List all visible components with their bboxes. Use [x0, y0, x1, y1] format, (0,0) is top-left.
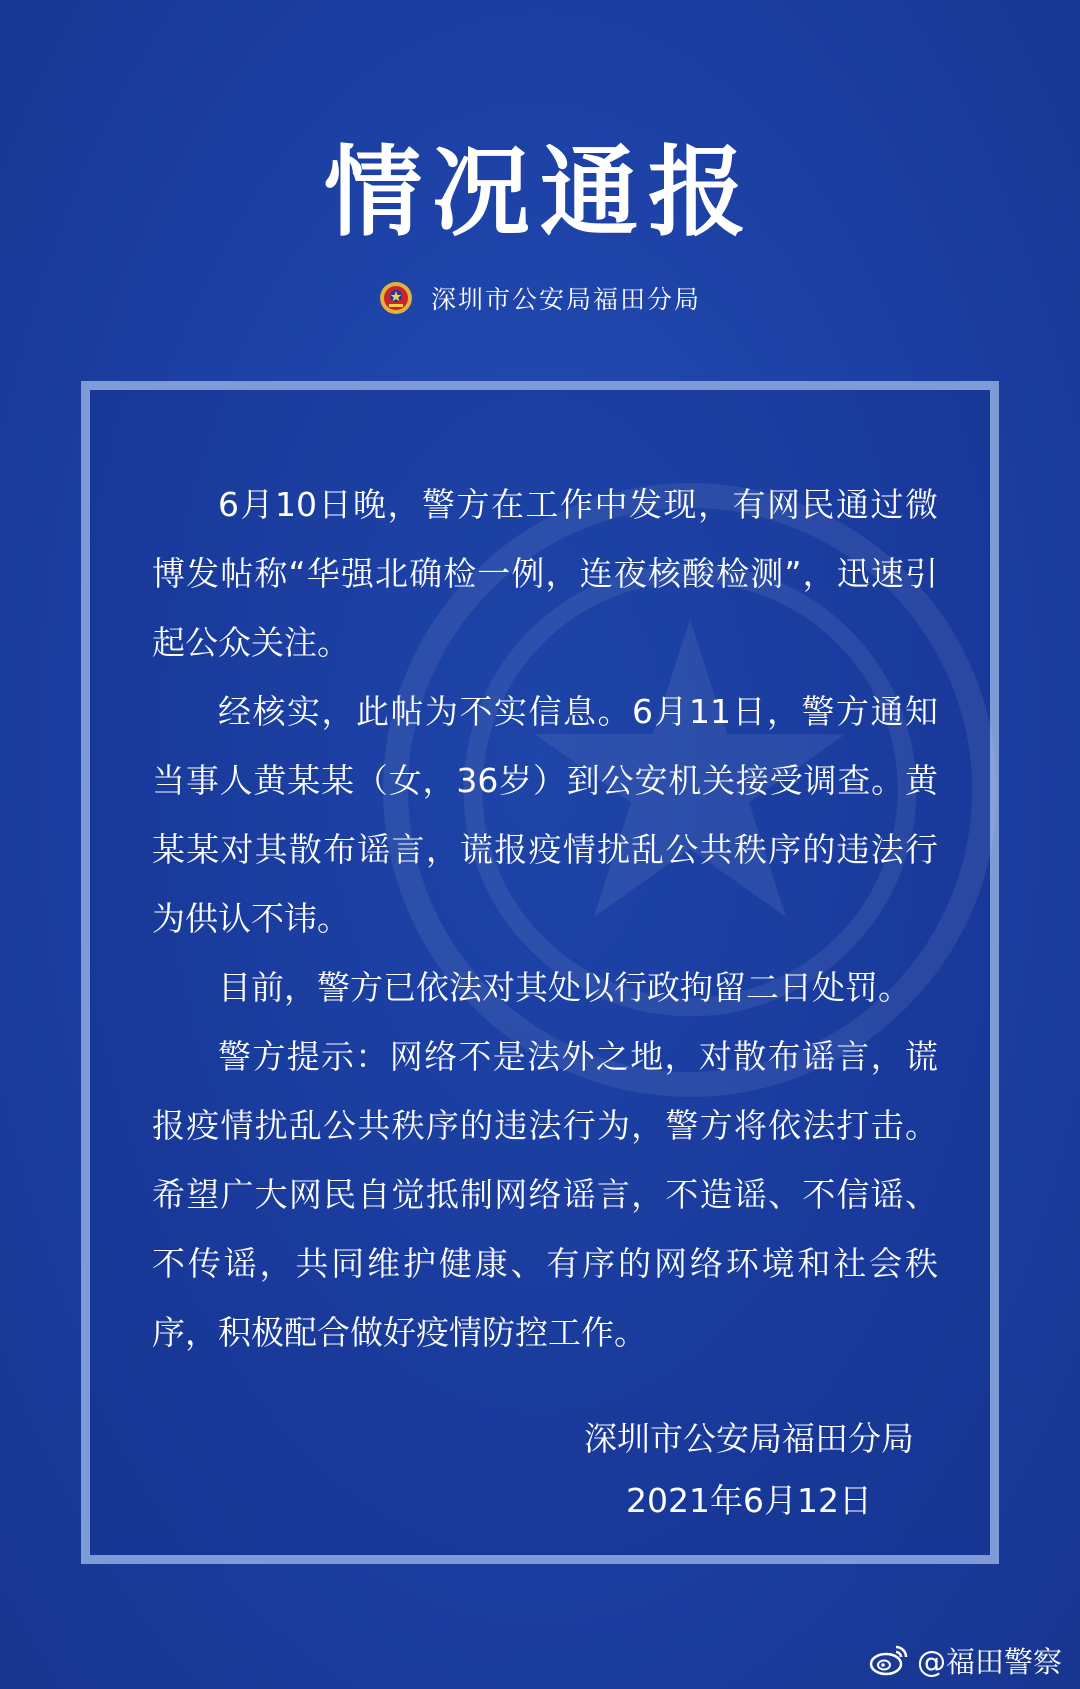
issuer-header	[0, 278, 1080, 318]
paragraph-4: 警方提示：网络不是法外之地，对散布谣言，谎报疫情扰乱公共秩序的违法行为，警方将依法打击。希望广大网民自觉抵制网络谣言，不造谣、不信谣、不传谣，共同维护健康、有序的网络环境和社会秩序，积极配合做好疫情防控工作。	[152, 1037, 938, 1352]
paragraph-2: 经核实，此帖为不实信息。6月11日，警方通知当事人黄某某（女，36岁）到公安机关接受调查。黄某某对其散布谣言，谎报疫情扰乱公共秩序的违法行为供认不讳。	[152, 692, 938, 938]
paragraph-3: 目前，警方已依法对其处以行政拘留二日处罚。	[218, 968, 911, 1007]
notice-body	[152, 470, 938, 1367]
notice-title: 情况通报	[323, 135, 756, 250]
weibo-handle: @福田警察	[916, 1644, 1062, 1679]
signature-block	[584, 1408, 914, 1532]
police-emblem-icon	[379, 281, 413, 315]
paragraph-1: 6月10日晚，警方在工作中发现，有网民通过微博发帖称“华强北确检一例，连夜核酸检测”，迅速引起公众关注。	[152, 485, 938, 662]
weibo-logo-icon	[869, 1643, 909, 1677]
signature-date: 2021年6月12日	[626, 1481, 872, 1520]
issuer-name: 深圳市公安局福田分局	[430, 285, 701, 314]
signature-org: 深圳市公安局福田分局	[584, 1419, 914, 1458]
weibo-watermark	[869, 1638, 1062, 1682]
